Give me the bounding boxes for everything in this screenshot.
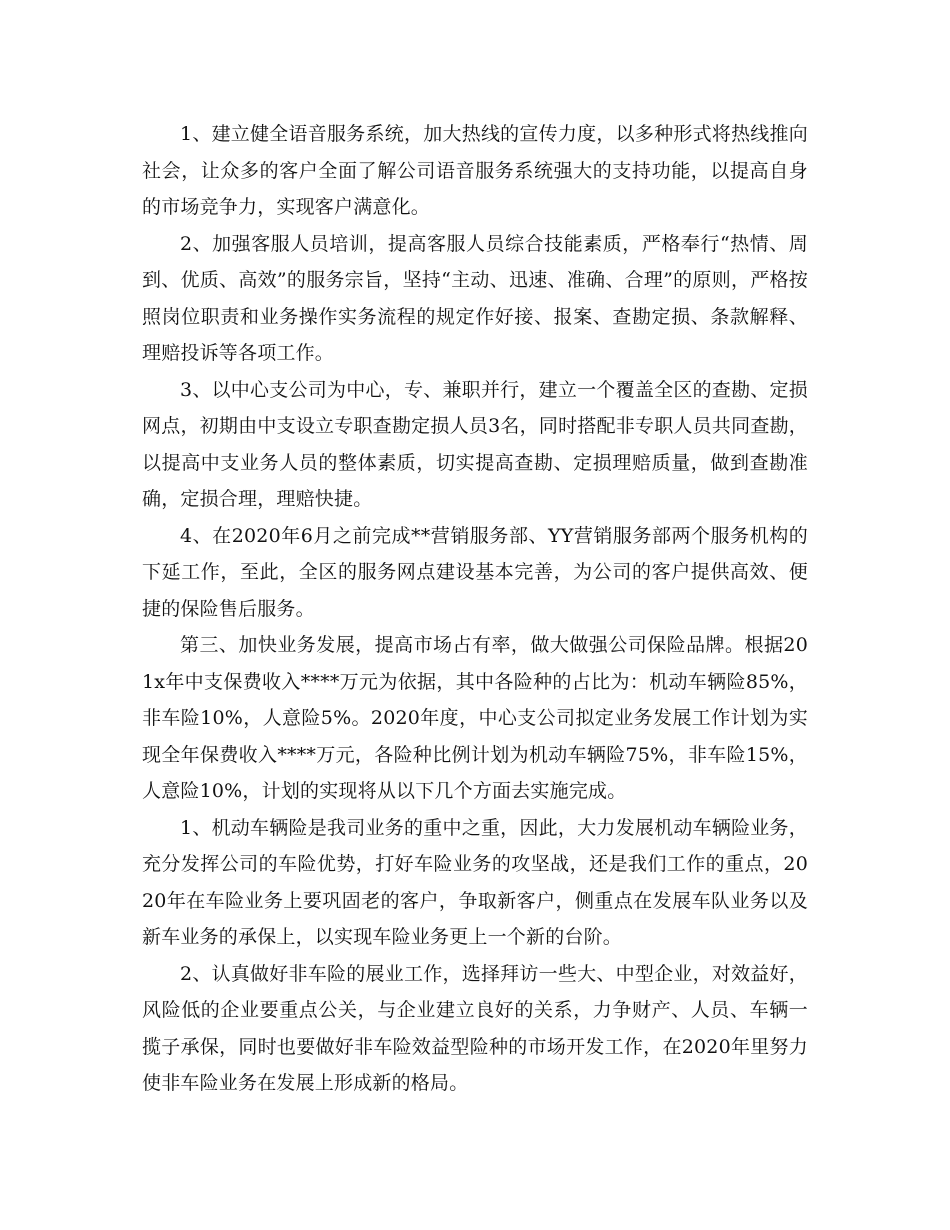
paragraph-voice-service: 1、建立健全语音服务系统，加大热线的宣传力度，以多种形式将热线推向社会，让众多的客户全面了解公司语音服务系统强大的支持功能，以提高自身的市场竞争力，实现客户满意化。 bbox=[142, 123, 808, 218]
paragraph-staff-training: 2、加强客服人员培训，提高客服人员综合技能素质，严格奉行“热情、周到、优质、高效”的服务宗旨，坚持“主动、迅速、准确、合理”的原则，严格按照岗位职责和业务操作实务流程的规定作好接、报案、查勘定损、条款解释、理赔投诉等各项工作。 bbox=[142, 232, 808, 364]
paragraph-motor-insurance: 1、机动车辆险是我司业务的重中之重，因此，大力发展机动车辆险业务，充分发挥公司的车险优势，打好车险业务的攻坚战，还是我们工作的重点，2020年在车险业务上要巩固老的客户，争取新客户，侧重点在发展车队业务以及新车业务的承保上，以实现车险业务更上一个新的台阶。 bbox=[142, 816, 808, 948]
paragraph-survey-network: 3、以中心支公司为中心，专、兼职并行，建立一个覆盖全区的查勘、定损网点，初期由中支设立专职查勘定损人员3名，同时搭配非专职人员共同查勘，以提高中支业务人员的整体素质，切实提高查勘、定损理赔质量，做到查勘准确，定损合理，理赔快捷。 bbox=[142, 378, 808, 510]
paragraph-business-development: 第三、加快业务发展，提高市场占有率，做大做强公司保险品牌。根据201x年中支保费收入****万元为依据，其中各险种的占比为：机动车辆险85%，非车险10%，人意险5%。2020年度，中心支公司拟定业务发展工作计划为实现全年保费收入****万元，各险种比例计划为机动车辆险75%，非车险15%，人意险10%，计划的实现将从以下几个方面去实施完成。 bbox=[142, 634, 808, 802]
document-page bbox=[142, 116, 808, 1102]
paragraph-non-motor-insurance: 2、认真做好非车险的展业工作，选择拜访一些大、中型企业，对效益好，风险低的企业要重点公关，与企业建立良好的关系，力争财产、人员、车辆一揽子承保，同时也要做好非车险效益型险种的市场开发工作，在2020年里努力使非车险业务在发展上形成新的格局。 bbox=[142, 962, 808, 1094]
paragraph-service-outlets: 4、在2020年6月之前完成**营销服务部、YY营销服务部两个服务机构的下延工作，至此，全区的服务网点建设基本完善，为公司的客户提供高效、便捷的保险售后服务。 bbox=[142, 524, 808, 620]
